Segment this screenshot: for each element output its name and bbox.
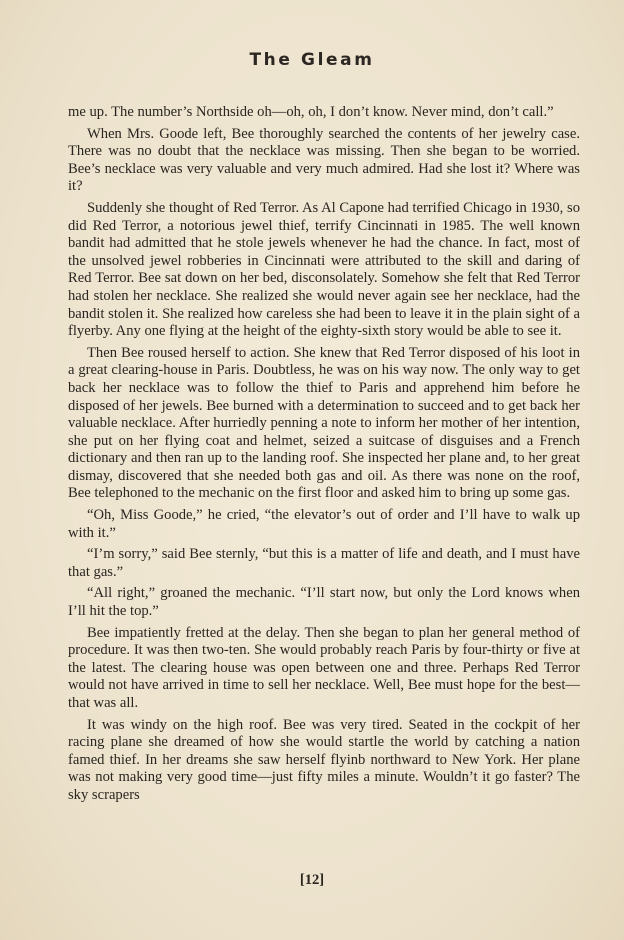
- paragraph-2: When Mrs. Goode left, Bee thoroughly searched the contents of her jewelry case. There was no doubt that the necklace was missing. Then she began to be worried. Bee’s necklace was very valuable and very much admired. Had she lost it? Where was it?: [68, 125, 580, 195]
- body-text: [68, 104, 580, 809]
- paragraph-3: Suddenly she thought of Red Terror. As Al Capone had terrified Chicago in 1930, so did Red Terror, a notorious jewel thief, terrify Cincinnati in 1985. The well known bandit had admitted that he stole jewels whenever he had the chance. In fact, most of the unsolved jewel robberies in Cincinnati were attributed to the skill and daring of Red Terror. Bee sat down on her bed, disconsolately. Somehow she felt that Red Terror had stolen her necklace. She realized she would never again see her necklace, had the bandit stolen it. She realized how careless she had been to leave it in the plain sight of a flyerby. Any one flying at the height of the eighty-sixth story would be able to see it.: [68, 199, 580, 340]
- paragraph-9: It was windy on the high roof. Bee was very tired. Seated in the cockpit of her racing plane she dreamed of how she would startle the world by catching a nation famed thief. In her dreams she saw herself flyinb northward to New York. Her plane was not making very good time—just fifty miles a minute. Wouldn’t it go faster? The sky scrapers: [68, 716, 580, 803]
- paragraph-8: Bee impatiently fretted at the delay. Then she began to plan her general method of procedure. It was then two-ten. She would probably reach Paris by four-thirty or five at the latest. The clearing house was open between one and three. Perhaps Red Terror would not have arrived in time to sell her necklace. Well, Bee must hope for the best—that was all.: [68, 624, 580, 711]
- paragraph-4: Then Bee roused herself to action. She knew that Red Terror disposed of his loot in a great clearing-house in Paris. Doubtless, he was on his way now. The only way to get back her necklace was to follow the thief to Paris and apprehend him before he disposed of her jewels. Bee burned with a determination to succeed and to get back her valuable necklace. After hurriedly penning a note to inform her mother of her intention, she put on her flying coat and helmet, seized a suitcase of disguises and a French dictionary and then ran up to the landing roof. She inspected her plane and, to her great dismay, discovered that she needed both gas and oil. As there was none on the roof, Bee telephoned to the mechanic on the first floor and asked him to bring up some gas.: [68, 344, 580, 502]
- running-head: The Gleam: [249, 50, 375, 70]
- page-number: [12]: [299, 872, 325, 888]
- paragraph-6: “I’m sorry,” said Bee sternly, “but this is a matter of life and death, and I must have that gas.”: [68, 546, 580, 580]
- paragraph-1: me up. The number’s Northside oh—oh, oh, I don’t know. Never mind, don’t call.”: [68, 104, 554, 120]
- paragraph-7: “All right,” groaned the mechanic. “I’ll start now, but only the Lord knows when I’ll hit the top.”: [68, 585, 580, 620]
- paragraph-5: “Oh, Miss Goode,” he cried, “the elevator’s out of order and I’ll have to walk up with it.”: [68, 507, 580, 541]
